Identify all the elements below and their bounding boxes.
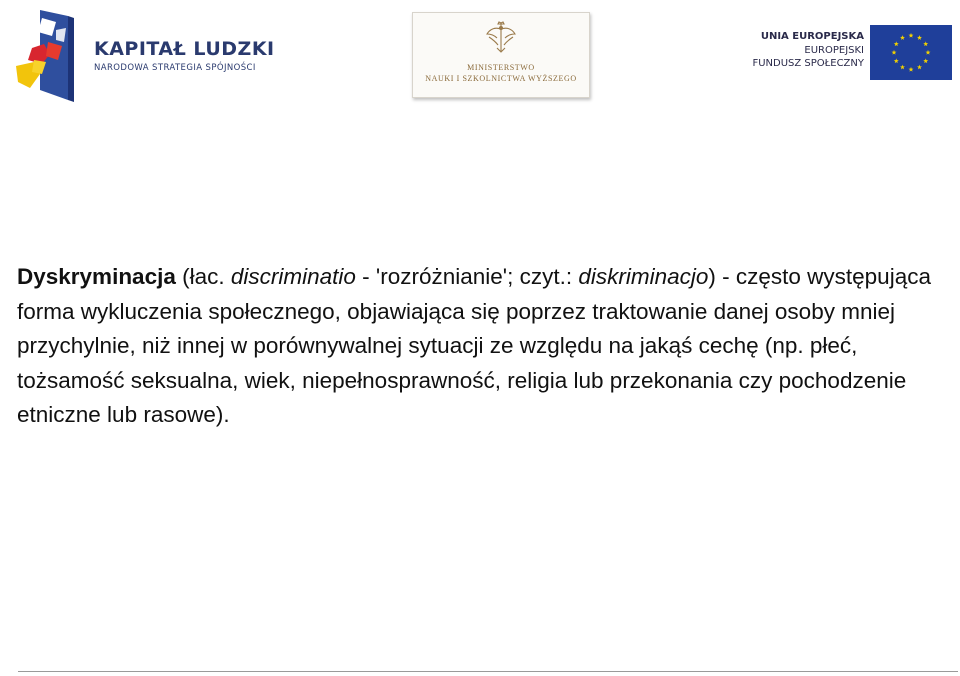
definition-latin: discriminatio: [230, 264, 356, 289]
definition-pronunciation: diskriminacjo: [578, 264, 709, 289]
eu-flag-icon: [870, 25, 952, 80]
header-logos: [0, 0, 960, 110]
kapital-ludzki-flag-icon: [12, 8, 92, 104]
definition-paragraph: [17, 260, 937, 433]
eu-line1: UNIA EUROPEJSKA: [760, 31, 864, 42]
ministry-name-line1: MINISTERSTWO: [467, 63, 535, 72]
ministry-logo: [412, 12, 590, 98]
definition-text-1: (łac.: [175, 264, 231, 289]
kapital-ludzki-logo: [12, 8, 312, 104]
kapital-ludzki-subtitle: NARODOWA STRATEGIA SPÓJNOŚCI: [94, 63, 256, 73]
kapital-ludzki-wordmark: [94, 38, 314, 73]
eu-wordmark: [752, 30, 864, 70]
polish-eagle-icon: [485, 21, 517, 55]
eu-social-fund-logo: [740, 22, 956, 82]
ministry-name-line2: NAUKI I SZKOLNICTWA WYŻSZEGO: [425, 74, 577, 83]
definition-text-2: - 'rozróżnianie'; czyt.:: [355, 264, 579, 289]
eu-line2: EUROPEJSKI: [804, 45, 864, 56]
kapital-ludzki-title: KAPITAŁ LUDZKI: [94, 38, 275, 60]
definition-text-3: ) - często występująca forma wykluczenia społecznego, objawiająca się poprzez traktowanie danej osoby mniej przychylnie, niż innej w porównywalnej sytuacji ze względu na jakąś cechę (np. płeć, tożsamość seksualna, wiek, niepełnosprawność, religia lub przekonania czy pochodzenie etniczne lub rasowe).: [17, 264, 931, 427]
footer-divider: [18, 671, 958, 672]
definition-term: Dyskryminacja: [17, 264, 176, 289]
eu-line3: FUNDUSZ SPOŁECZNY: [752, 58, 864, 69]
